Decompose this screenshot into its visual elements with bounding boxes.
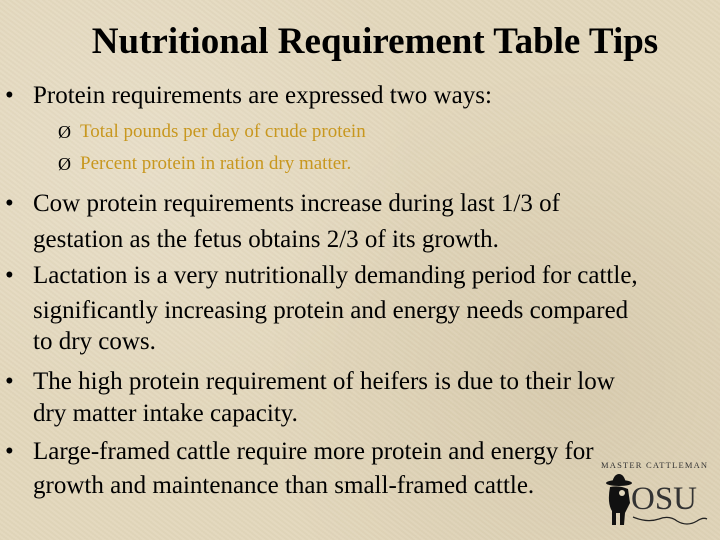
bullet-text: Protein requirements are expressed two ways: xyxy=(33,82,492,109)
osu-master-cattleman-logo xyxy=(597,459,709,529)
bullet-continuation xyxy=(33,396,298,432)
arrow-bullet-icon: Ø xyxy=(58,154,71,174)
cowboy-figure-icon xyxy=(606,474,632,525)
bullet-text: to dry cows. xyxy=(33,328,156,355)
slide-title: Nutritional Requirement Table Tips xyxy=(91,21,659,62)
bullet-item xyxy=(5,258,638,294)
bullet-text: Cow protein requirements increase during last 1/3 of xyxy=(33,190,560,217)
sub-item xyxy=(58,116,366,148)
bullet-marker: • xyxy=(5,82,14,109)
bullet-marker: • xyxy=(5,438,14,465)
bullet-text: significantly increasing protein and energy needs compared xyxy=(33,297,629,324)
bullet-marker: • xyxy=(5,368,14,395)
arrow-bullet-icon: Ø xyxy=(58,122,71,142)
bullet-text: gestation as the fetus obtains 2/3 of its growth. xyxy=(33,226,499,253)
bullet-text: dry matter intake capacity. xyxy=(33,400,298,427)
bullet-text: growth and maintenance than small-framed cattle. xyxy=(33,472,535,499)
bullet-text: Large-framed cattle require more protein and energy for xyxy=(33,438,594,465)
logo-top-text: Master Cattleman xyxy=(601,460,709,470)
logo-main-text: OSU xyxy=(631,481,698,517)
bullet-item xyxy=(5,364,615,400)
signature-swoosh xyxy=(633,517,707,524)
sub-item xyxy=(58,148,352,180)
bullet-text: Lactation is a very nutritionally demanding period for cattle, xyxy=(33,262,638,289)
bullet-continuation xyxy=(33,324,156,360)
bullet-text: The high protein requirement of heifers is due to their low xyxy=(33,368,615,395)
bullet-marker: • xyxy=(5,190,14,217)
bullet-item xyxy=(5,434,594,470)
sub-item-text: Total pounds per day of crude protein xyxy=(80,121,366,142)
bullet-item xyxy=(5,78,492,114)
bullet-marker: • xyxy=(5,262,14,289)
bullet-continuation xyxy=(33,468,534,504)
bullet-item xyxy=(5,186,560,222)
sub-item-text: Percent protein in ration dry matter. xyxy=(80,153,352,174)
bullet-continuation xyxy=(33,222,499,258)
